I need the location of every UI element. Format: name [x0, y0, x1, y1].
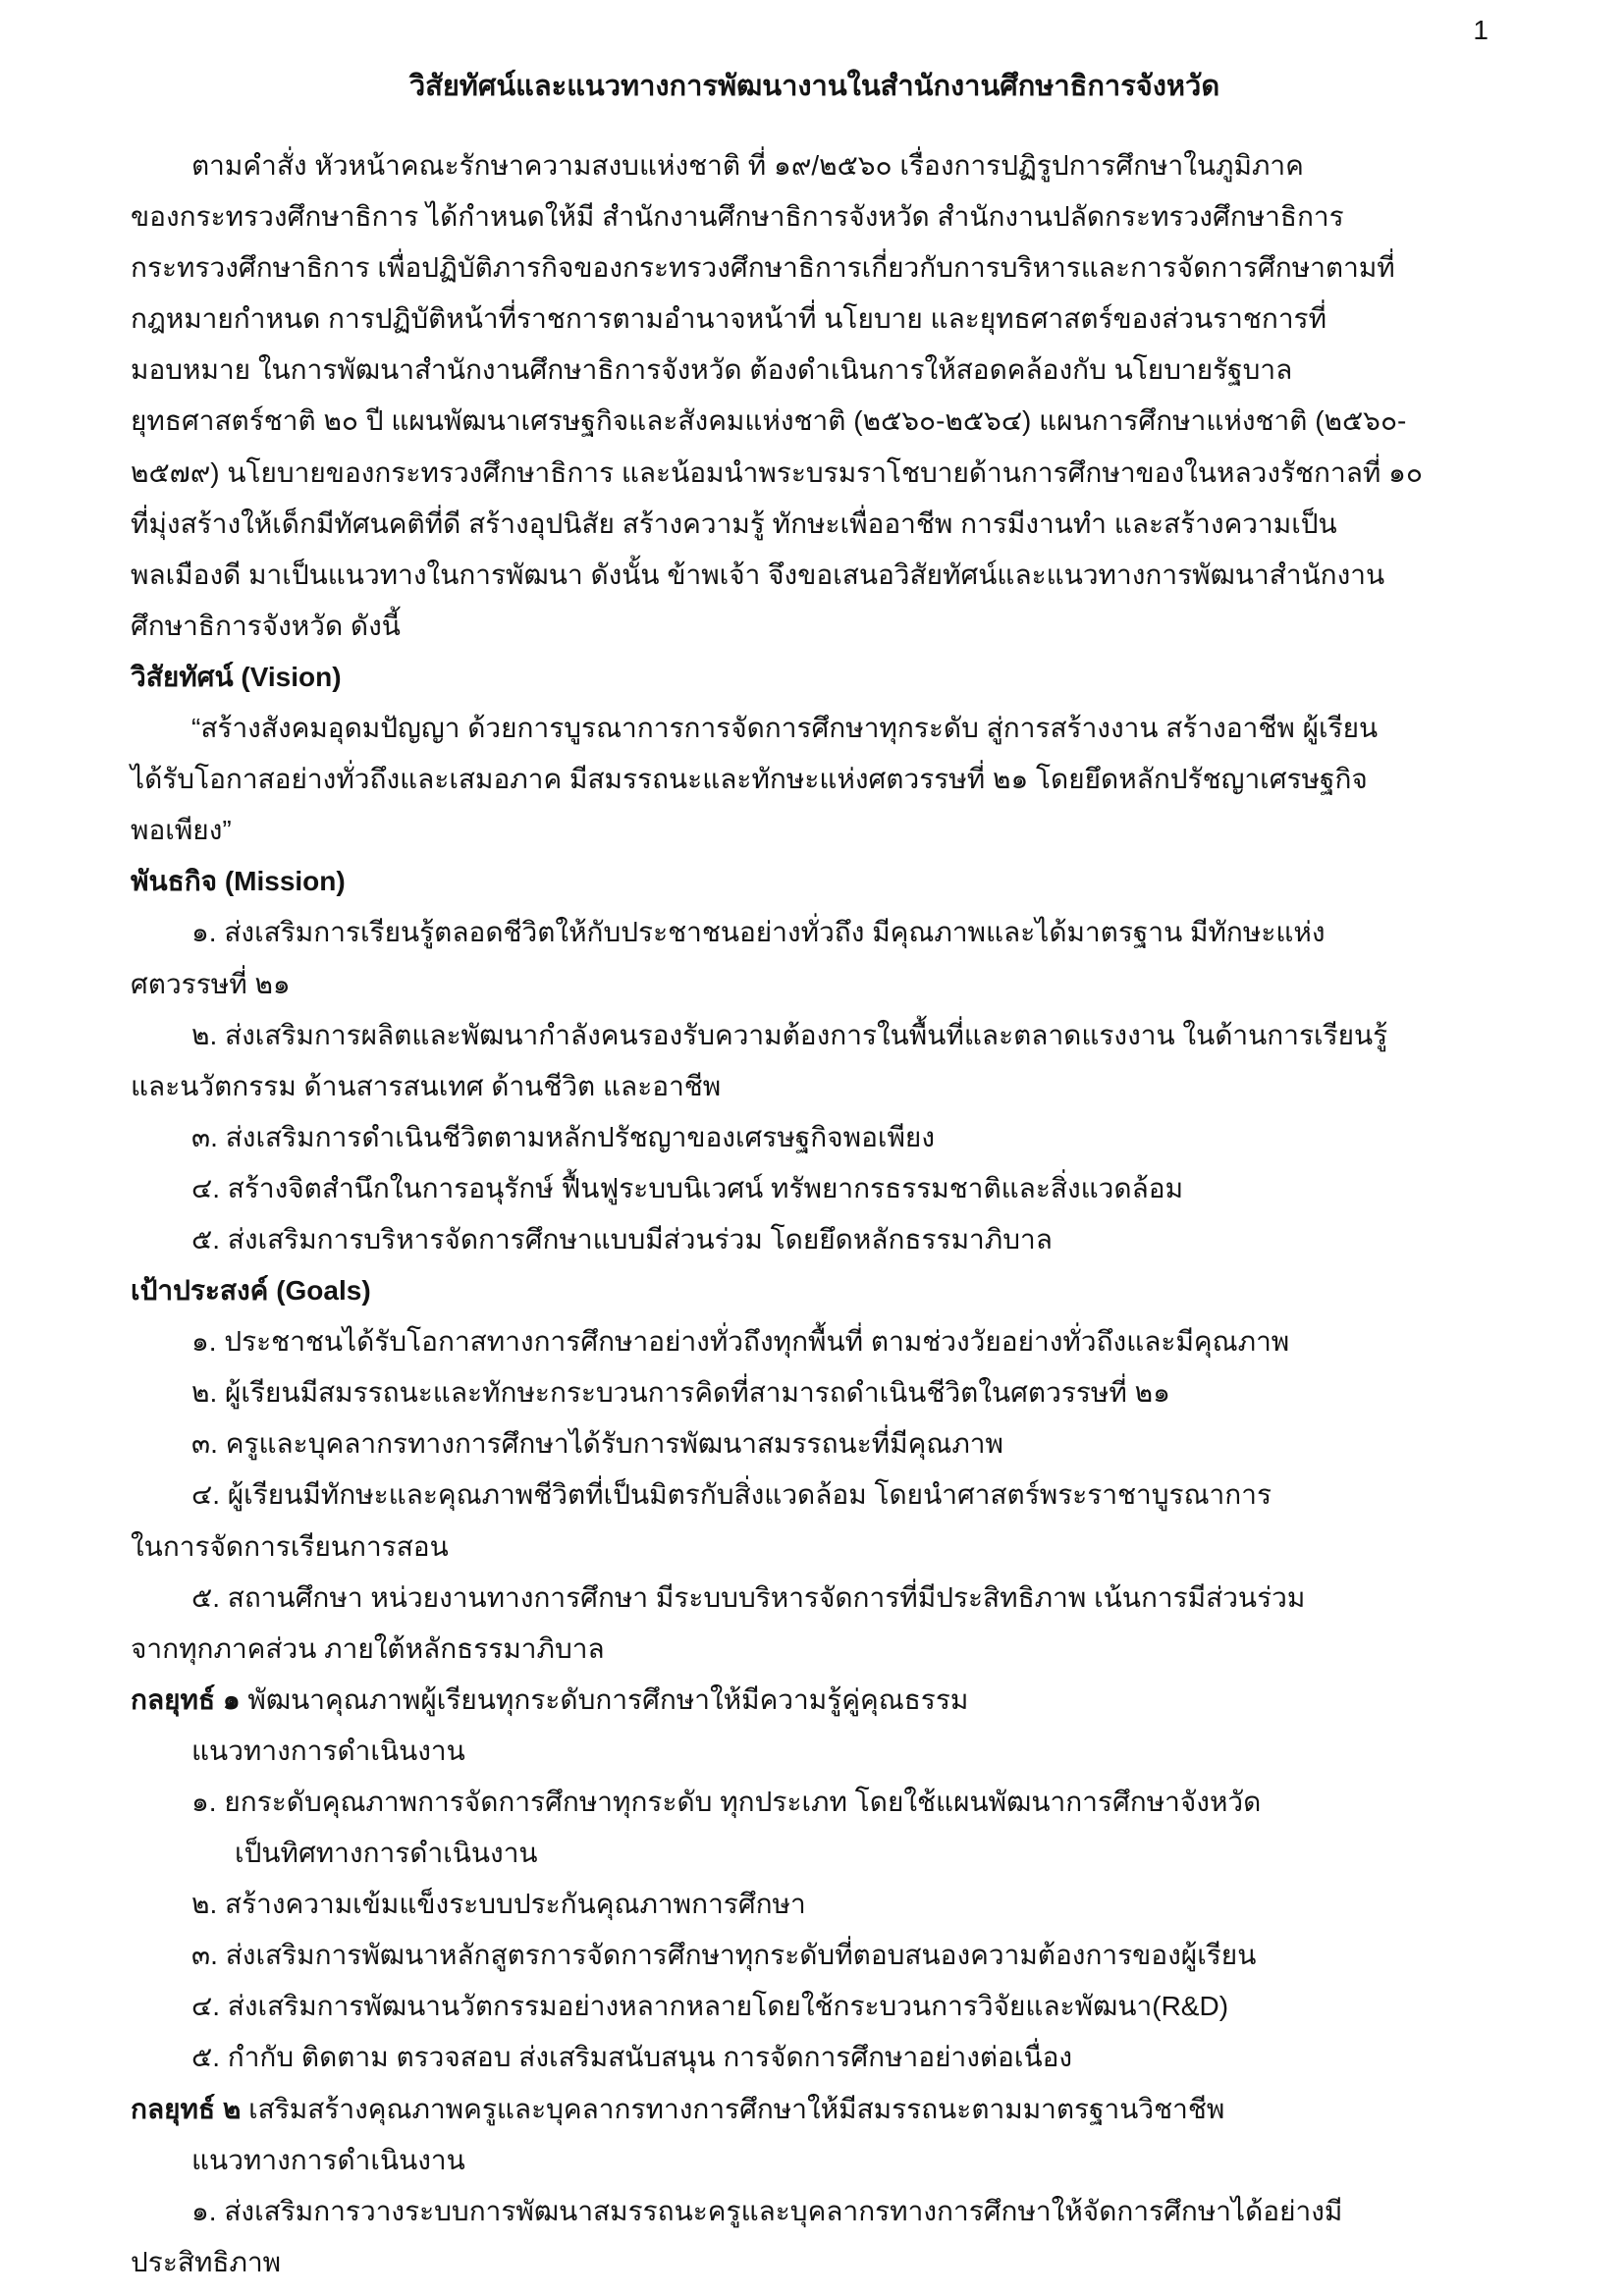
doc-line: พอเพียง”	[131, 815, 232, 846]
doc-line: ๓. ครูและบุคลากรทางการศึกษาได้รับการพัฒนาสมรรถนะที่มีคุณภาพ	[191, 1428, 1003, 1460]
doc-line: ในการจัดการเรียนการสอน	[131, 1530, 449, 1562]
doc-line: กฎหมายกำหนด การปฏิบัติหน้าที่ราชการตามอำนาจหน้าที่ นโยบาย และยุทธศาสตร์ของส่วนราชการที่	[131, 303, 1327, 335]
doc-line: ที่มุ่งสร้างให้เด็กมีทัศนคติที่ดี สร้างอุปนิสัย สร้างความรู้ ทักษะเพื่ออาชีพ การมีงานทำ และสร้างความเป็น	[131, 507, 1337, 539]
doc-line: จากทุกภาคส่วน ภายใต้หลักธรรมาภิบาล	[131, 1632, 605, 1664]
page-number: 1	[1473, 15, 1489, 45]
doc-line: ๕. ส่งเสริมการบริหารจัดการศึกษาแบบมีส่วนร่วม โดยยึดหลักธรรมาภิบาล	[191, 1223, 1053, 1255]
strategy-label: กลยุทธ์ ๒	[131, 2093, 242, 2124]
doc-line: ๔. สร้างจิตสำนึกในการอนุรักษ์ ฟื้นฟูระบบนิเวศน์ ทรัพยากรธรรมชาติและสิ่งแวดล้อม	[191, 1172, 1184, 1203]
doc-line: ๒. สร้างความเข้มแข็งระบบประกันคุณภาพการศึกษา	[191, 1889, 806, 1920]
doc-line: กระทรวงศึกษาธิการ เพื่อปฏิบัติภารกิจของกระทรวงศึกษาธิการเกี่ยวกับการบริหารและการจัดการศึกษาตามที่	[131, 252, 1395, 284]
strategy-heading	[131, 1675, 1498, 1726]
doc-line: มอบหมาย ในการพัฒนาสำนักงานศึกษาธิการจังหวัด ต้องดำเนินการให้สอดคล้องกับ นโยบายรัฐบาล	[131, 354, 1293, 386]
doc-line: ๑. ประชาชนได้รับโอกาสทางการศึกษาอย่างทั่วถึงทุกพื้นที่ ตามช่วงวัยอย่างทั่วถึงและมีคุณภาพ	[191, 1326, 1290, 1358]
doc-line: ๑. ส่งเสริมการวางระบบการพัฒนาสมรรถนะครูและบุคลากรทางการศึกษาให้จัดการศึกษาได้อย่างมี	[191, 2195, 1343, 2226]
doc-line: ๑. ยกระดับคุณภาพการจัดการศึกษาทุกระดับ ทุกประเภท โดยใช้แผนพัฒนาการศึกษาจังหวัด	[191, 1787, 1262, 1817]
doc-line: และนวัตกรรม ด้านสารสนเทศ ด้านชีวิต และอาชีพ	[131, 1070, 722, 1101]
doc-line: ประสิทธิภาพ	[131, 2246, 282, 2277]
doc-line: ๒๕๗๙) นโยบายของกระทรวงศึกษาธิการ และน้อมนำพระบรมราโชบายด้านการศึกษาของในหลวงรัชกาลที่ ๑๐	[131, 456, 1423, 488]
doc-line: ๒. ผู้เรียนมีสมรรถนะและทักษะกระบวนการคิดที่สามารถดำเนินชีวิตในศตวรรษที่ ๒๑	[191, 1377, 1170, 1409]
section-heading: เป้าประสงค์ (Goals)	[131, 1275, 371, 1307]
doc-line: ๔. ผู้เรียนมีทักษะและคุณภาพชีวิตที่เป็นมิตรกับสิ่งแวดล้อม โดยนำศาสตร์พระราชาบูรณาการ	[191, 1479, 1272, 1511]
doc-line: แนวทางการดำเนินงาน	[191, 2144, 465, 2175]
section-heading: วิสัยทัศน์ (Vision)	[131, 661, 342, 692]
doc-line: ๔. ส่งเสริมการพัฒนานวัตกรรมอย่างหลากหลายโดยใช้กระบวนการวิจัยและพัฒนา(R&D)	[191, 1991, 1229, 2022]
doc-line: ๒. ส่งเสริมการผลิตและพัฒนากำลังคนรองรับความต้องการในพื้นที่และตลาดแรงงาน ในด้านการเรียนรู้	[191, 1019, 1388, 1050]
doc-line: ของกระทรวงศึกษาธิการ ได้กำหนดให้มี สำนักงานศึกษาธิการจังหวัด สำนักงานปลัดกระทรวงศึกษาธิการ	[131, 201, 1344, 233]
doc-line: เป็นทิศทางการดำเนินงาน	[235, 1838, 538, 1869]
doc-line: “สร้างสังคมอุดมปัญญา ด้วยการบูรณาการการจัดการศึกษาทุกระดับ สู่การสร้างงาน สร้างอาชีพ ผู้เรียน	[191, 713, 1379, 744]
strategy-label: กลยุทธ์ ๑	[131, 1683, 241, 1715]
doc-line: ศึกษาธิการจังหวัด ดังนี้	[131, 610, 401, 641]
strategy-heading	[131, 2084, 1498, 2135]
doc-line: ๓. ส่งเสริมการพัฒนาหลักสูตรการจัดการศึกษาทุกระดับที่ตอบสนองความต้องการของผู้เรียน	[191, 1940, 1257, 1971]
strategy-text: เสริมสร้างคุณภาพครูและบุคลากรทางการศึกษาให้มีสมรรถนะตามมาตรฐานวิชาชีพ	[248, 2093, 1225, 2124]
doc-line: ยุทธศาสตร์ชาติ ๒๐ ปี แผนพัฒนาเศรษฐกิจและสังคมแห่งชาติ (๒๕๖๐-๒๕๖๔) แผนการศึกษาแห่งชาติ (๒๕๖๐-	[131, 405, 1407, 437]
doc-line: พลเมืองดี มาเป็นแนวทางในการพัฒนา ดังนั้น ข้าพเจ้า จึงขอเสนอวิสัยทัศน์และแนวทางการพัฒนาสำนักงาน	[131, 559, 1385, 590]
doc-line: แนวทางการดำเนินงาน	[191, 1735, 465, 1766]
doc-line: ศตวรรษที่ ๒๑	[131, 968, 291, 999]
page-title: วิสัยทัศน์และแนวทางการพัฒนางานในสำนักงานศึกษาธิการจังหวัด	[408, 71, 1220, 102]
doc-line: ๕. สถานศึกษา หน่วยงานทางการศึกษา มีระบบบริหารจัดการที่มีประสิทธิภาพ เน้นการมีส่วนร่วม	[191, 1581, 1306, 1613]
doc-line: ๕. กำกับ ติดตาม ตรวจสอบ ส่งเสริมสนับสนุน การจัดการศึกษาอย่างต่อเนื่อง	[191, 2042, 1073, 2073]
doc-line: ตามคำสั่ง หัวหน้าคณะรักษาความสงบแห่งชาติ ที่ ๑๙/๒๕๖๐ เรื่องการปฏิรูปการศึกษาในภูมิภาค	[191, 150, 1304, 181]
document-body	[131, 140, 1498, 2288]
document-content	[131, 61, 1498, 2288]
strategy-text: พัฒนาคุณภาพผู้เรียนทุกระดับการศึกษาให้มีความรู้คู่คุณธรรม	[247, 1683, 969, 1715]
doc-line: ๓. ส่งเสริมการดำเนินชีวิตตามหลักปรัชญาของเศรษฐกิจพอเพียง	[191, 1121, 935, 1152]
doc-line: ๑. ส่งเสริมการเรียนรู้ตลอดชีวิตให้กับประชาชนอย่างทั่วถึง มีคุณภาพและได้มาตรฐาน มีทักษะแห่ง	[191, 917, 1326, 948]
section-heading: พันธกิจ (Mission)	[131, 866, 346, 897]
doc-line: ได้รับโอกาสอย่างทั่วถึงและเสมอภาค มีสมรรถนะและทักษะแห่งศตวรรษที่ ๒๑ โดยยึดหลักปรัชญาเศรษฐกิจ	[131, 764, 1368, 795]
